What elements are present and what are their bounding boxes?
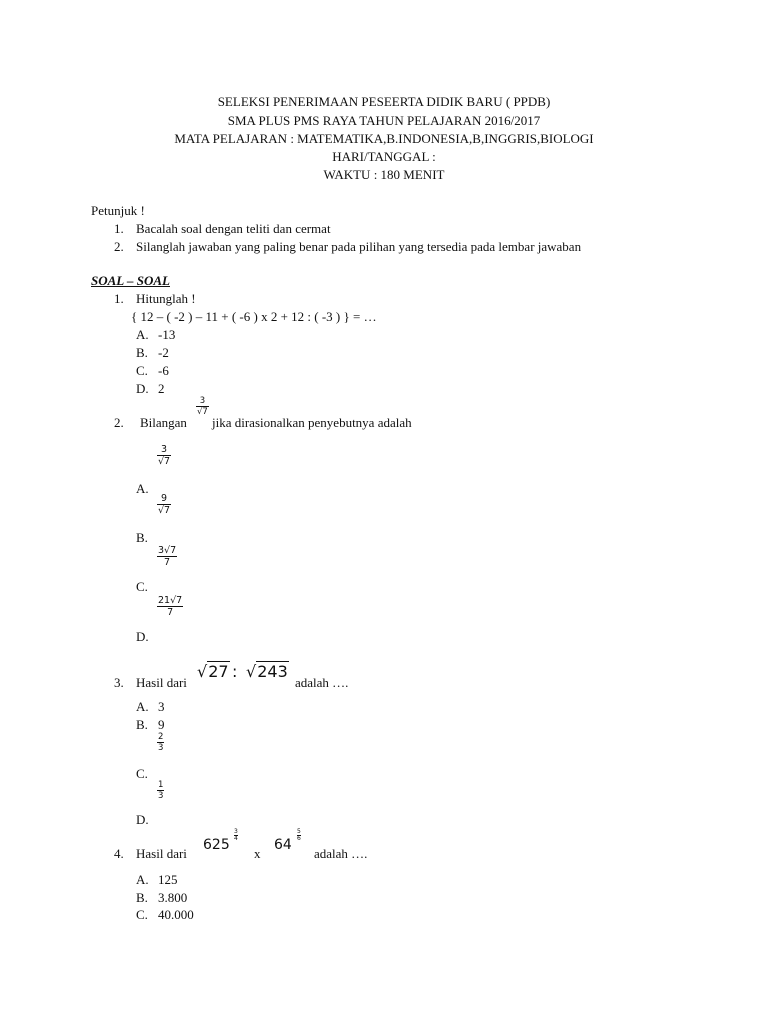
q2-option-b-fraction: [157, 494, 171, 515]
q3-number: 3.: [114, 675, 124, 690]
instruction-2-num: 2.: [114, 239, 124, 254]
q3-option-c-fraction: [157, 733, 164, 752]
q2-text-before: Bilangan: [140, 415, 187, 430]
q2-fraction-denominator: √7: [197, 406, 208, 417]
header-line-4: HARI/TANGGAL :: [332, 149, 436, 164]
q3-radicand-1: 27: [208, 662, 229, 681]
q3-text-after: adalah ….: [295, 675, 349, 690]
q4-number: 4.: [114, 846, 124, 861]
q4-exponent-1: [234, 829, 238, 842]
q4-option-a-value: 125: [158, 872, 178, 887]
q1-option-a-value: -13: [158, 327, 176, 342]
q4-text-after: adalah ….: [314, 846, 368, 861]
q4-exp1-den: 4: [234, 835, 238, 842]
q3-operator: :: [232, 662, 238, 681]
header-line-3: MATA PELAJARAN : MATEMATIKA,B.INDONESIA,B,INGGRIS,BIOLOGI: [174, 131, 594, 146]
q3-option-c-den: 3: [158, 742, 164, 753]
q2-option-c-num: 3√7: [158, 545, 177, 556]
q3-option-d-den: 3: [158, 790, 164, 801]
q2-option-c-label: C.: [136, 579, 148, 594]
instruction-1-text: Bacalah soal dengan teliti dan cermat: [136, 221, 331, 236]
q2-option-d-den: 7: [157, 606, 183, 618]
q2-option-a-num: 3: [161, 444, 168, 455]
q2-option-c-den: 7: [157, 556, 177, 568]
q3-option-b-value: 9: [158, 717, 165, 732]
header-line-1: SELEKSI PENERIMAAN PESEERTA DIDIK BARU ( PPDB): [217, 94, 551, 109]
q3-radicand-2: 243: [257, 662, 288, 681]
header-line-2: SMA PLUS PMS RAYA TAHUN PELAJARAN 2016/2017: [227, 113, 541, 128]
q2-option-d-fraction: [157, 596, 183, 617]
q3-text-before: Hasil dari: [136, 675, 187, 690]
q4-exp2-den: 6: [297, 835, 301, 842]
q1-option-d-value: 2: [158, 381, 165, 396]
q2-fraction-numerator: 3: [199, 396, 206, 406]
q3-option-d-label: D.: [136, 812, 149, 827]
q3-radical-2: √243: [246, 662, 288, 681]
q2-option-d-num: 21√7: [158, 595, 183, 606]
instruction-2-text: Silanglah jawaban yang paling benar pada pilihan yang tersedia pada lembar jawaban: [136, 239, 582, 254]
q3-option-d-fraction: [157, 781, 164, 800]
section-title: SOAL – SOAL: [91, 273, 170, 288]
q4-base-2: 64: [274, 837, 292, 853]
q1-option-c-value: -6: [158, 363, 169, 378]
q2-option-b-den: √7: [158, 504, 171, 516]
q3-option-a-label: A.: [136, 699, 149, 714]
q1-text: Hitunglah !: [136, 291, 196, 306]
q4-option-a-label: A.: [136, 872, 149, 887]
q2-option-c-fraction: [157, 546, 177, 567]
q3-option-b-label: B.: [136, 717, 148, 732]
instructions-title: Petunjuk !: [91, 203, 145, 218]
q4-exponent-2: [297, 829, 301, 842]
q1-expression: { 12 – ( -2 ) – 11 + ( -6 ) x 2 + 12 : ( -3 ) } = …: [131, 309, 377, 324]
q2-option-a-label: A.: [136, 481, 149, 496]
q1-option-d-label: D.: [136, 381, 149, 396]
q4-option-b-label: B.: [136, 890, 148, 905]
q4-text-before: Hasil dari: [136, 846, 187, 861]
q2-text-after: jika dirasionalkan penyebutnya adalah: [212, 415, 412, 430]
q4-option-c-label: C.: [136, 907, 148, 922]
q4-exp1-num: 3: [234, 828, 238, 835]
q4-option-b-value: 3.800: [158, 890, 188, 905]
q2-option-a-fraction: [157, 445, 171, 466]
q2-option-b-label: B.: [136, 530, 148, 545]
q3-option-c-num: 2: [158, 732, 164, 742]
q1-number: 1.: [114, 291, 124, 306]
q2-option-b-num: 9: [161, 493, 168, 504]
q2-number: 2.: [114, 415, 124, 430]
q2-fraction: [196, 397, 209, 416]
q3-radical-1: √27: [197, 662, 229, 681]
q1-option-c-label: C.: [136, 363, 148, 378]
q1-option-a-label: A.: [136, 327, 149, 342]
q2-option-d-label: D.: [136, 629, 149, 644]
q4-option-c-value: 40.000: [158, 907, 194, 922]
q4-operator: x: [254, 846, 261, 861]
q1-option-b-value: -2: [158, 345, 169, 360]
instruction-1-num: 1.: [114, 221, 124, 236]
q4-base-1: 625: [203, 837, 230, 853]
q3-option-c-label: C.: [136, 766, 148, 781]
q2-option-a-den: √7: [158, 455, 171, 467]
header-line-5: WAKTU : 180 MENIT: [323, 167, 445, 182]
q1-option-b-label: B.: [136, 345, 148, 360]
q4-exp2-num: 5: [297, 828, 301, 835]
q3-option-d-num: 1: [158, 780, 164, 790]
q3-option-a-value: 3: [158, 699, 165, 714]
